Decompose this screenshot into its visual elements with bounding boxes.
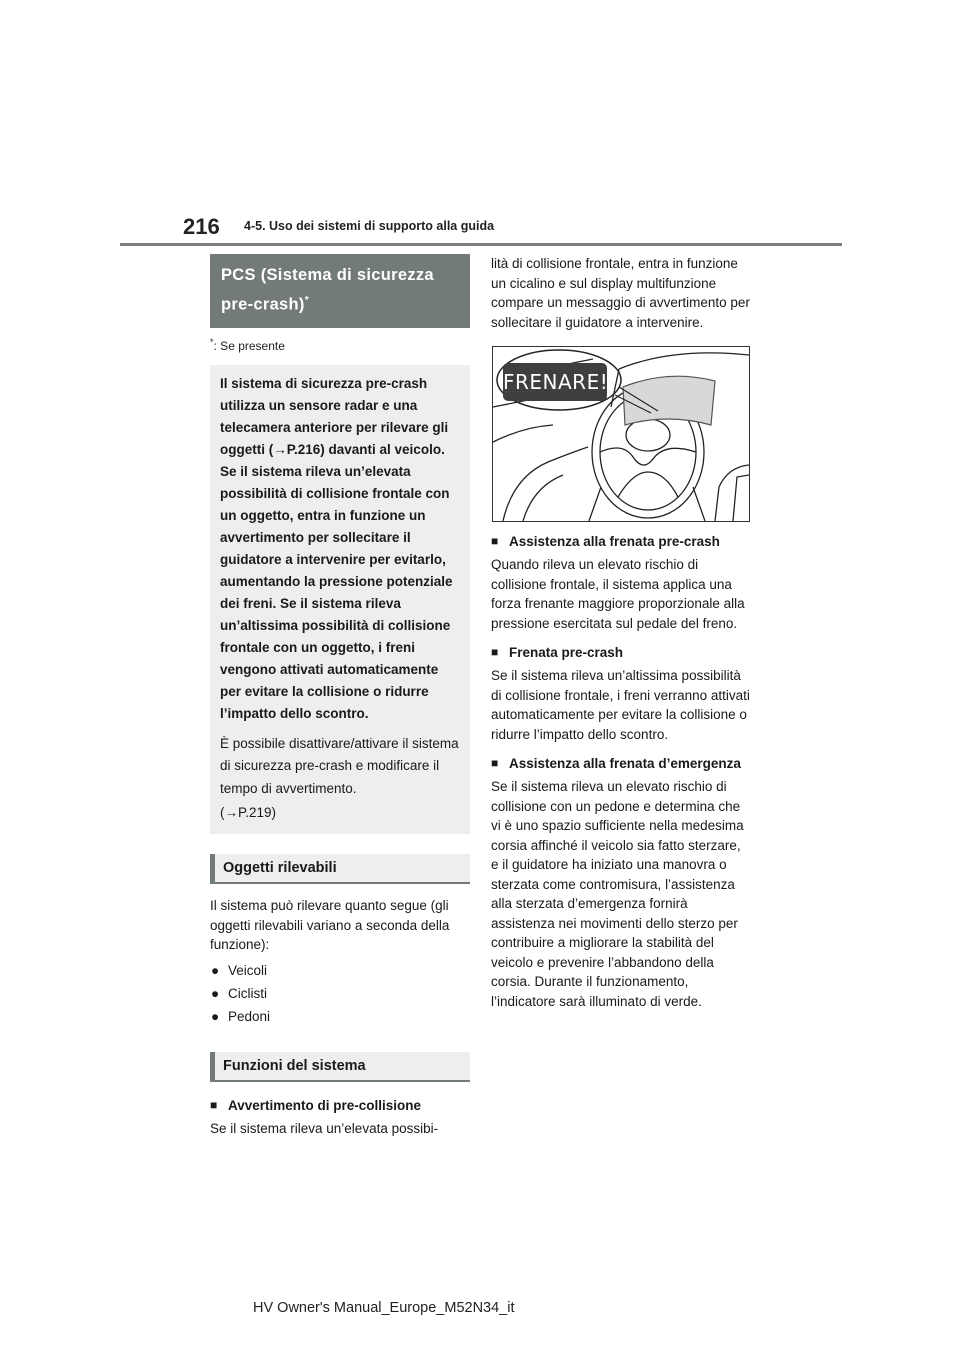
section-title: 4-5. Uso dei sistemi di supporto alla guida [244, 219, 495, 233]
square-bullet-icon: ■ [491, 645, 499, 659]
emergency-steering-text: Se il sistema rileva un elevato rischio di collisione con un pedone e determina che vi è uno spazio sufficiente nella medesima corsia affinché il veicolo sia fatto sterzare, e il guidatore ha iniziato una manovra o sterzata come contromisura, l’assistenza alla sterzata d’emergenza fornirà assistenza nei movimenti dello sterzo per contribuire a migliorare la stabilità del veicolo e prevenire l’abbandono della corsia. Durante il funzionamento, l’indicatore sarà illuminato di verde. [491, 779, 744, 1009]
pre-crash-braking-heading: ■ Frenata pre-crash [491, 645, 624, 660]
right-column [491, 254, 751, 1011]
intro-box [210, 365, 470, 835]
pcs-title [210, 254, 470, 328]
intro-normal-text: È possibile disattivare/attivare il sistema di sicurezza pre-crash e modificare il tempo di avvertimento. [220, 735, 459, 796]
square-bullet-icon: ■ [210, 1097, 218, 1112]
intro-bold-text: Il sistema di sicurezza pre-crash utilizza un sensore radar e una telecamera anteriore per rilevare gli oggetti (→P.216) davanti al veicolo. Se il sistema rileva un’elevata possibilità di collisione frontale con un oggetto, entra in funzione un avvertimento per sollecitare il guidatore a intervenire per evitarlo, aumentando la pressione potenziale dei freni. Se il sistema rileva un’altissima possibilità di collisione frontale con un oggetto, i freni vengono attivati automaticamente per evitare la collisione o ridurre l’impatto dello scontro. [220, 375, 453, 721]
pre-crash-braking-text: Se il sistema rileva un’altissima possibilità di collisione frontale, i freni verranno attivati automaticamente per evitare la collisione o ridurre l’impatto dello scontro. [491, 668, 750, 742]
list-item: ● Pedoni [210, 1005, 470, 1028]
intro-page-reference[interactable]: (→P.219) [220, 805, 277, 820]
page-number: 216 [183, 214, 220, 239]
footer-text: HV Owner's Manual_Europe_M52N34_it [253, 1300, 515, 1316]
system-functions-heading: Funzioni del sistema [210, 1052, 470, 1082]
header-rule [120, 243, 842, 246]
pcs-title-mark: * [304, 295, 309, 306]
footnote [210, 337, 470, 353]
detectable-objects-heading: Oggetti rilevabili [210, 854, 470, 884]
list-item: ● Ciclisti [210, 982, 470, 1005]
pcs-title-line1: PCS (Sistema di sicurezza [221, 266, 434, 284]
emergency-steering-heading: ■ Assistenza alla frenata d’emergenza [491, 756, 741, 771]
bullet-icon: ● [211, 1008, 220, 1024]
left-column [210, 254, 470, 1138]
warning-text-start: Se il sistema rileva un’elevata possibi- [210, 1120, 439, 1136]
pcs-title-line2: pre-crash) [221, 295, 305, 314]
square-bullet-icon: ■ [491, 534, 499, 548]
brake-assist-heading: ■ Assistenza alla frenata pre-crash [491, 534, 720, 549]
warning-heading: ■ Avvertimento di pre-collisione [210, 1097, 422, 1113]
footnote-text: : Se presente [213, 338, 285, 353]
detectable-objects-text: Il sistema può rilevare quanto segue (gli oggetti rilevabili variano a seconda della funzione): [210, 898, 450, 952]
frenare-message: FRENARE! [503, 363, 607, 401]
brake-assist-text: Quando rileva un elevato rischio di collisione frontale, il sistema applica una forza frenante maggiore proporzionale alla pressione esercitata sul pedale del freno. [491, 557, 745, 631]
dashboard-illustration [492, 346, 750, 522]
footnote-mark: * [210, 336, 214, 347]
list-item: ● Veicoli [210, 959, 470, 982]
warning-text-continued: lità di collisione frontale, entra in funzione un cicalino e sul display multifunzione compare un messaggio di avvertimento per sollecitare il guidatore a intervenire. [491, 256, 750, 330]
detectable-objects-list [210, 959, 470, 1028]
square-bullet-icon: ■ [491, 756, 499, 770]
bullet-icon: ● [211, 962, 220, 978]
bullet-icon: ● [211, 985, 220, 1001]
